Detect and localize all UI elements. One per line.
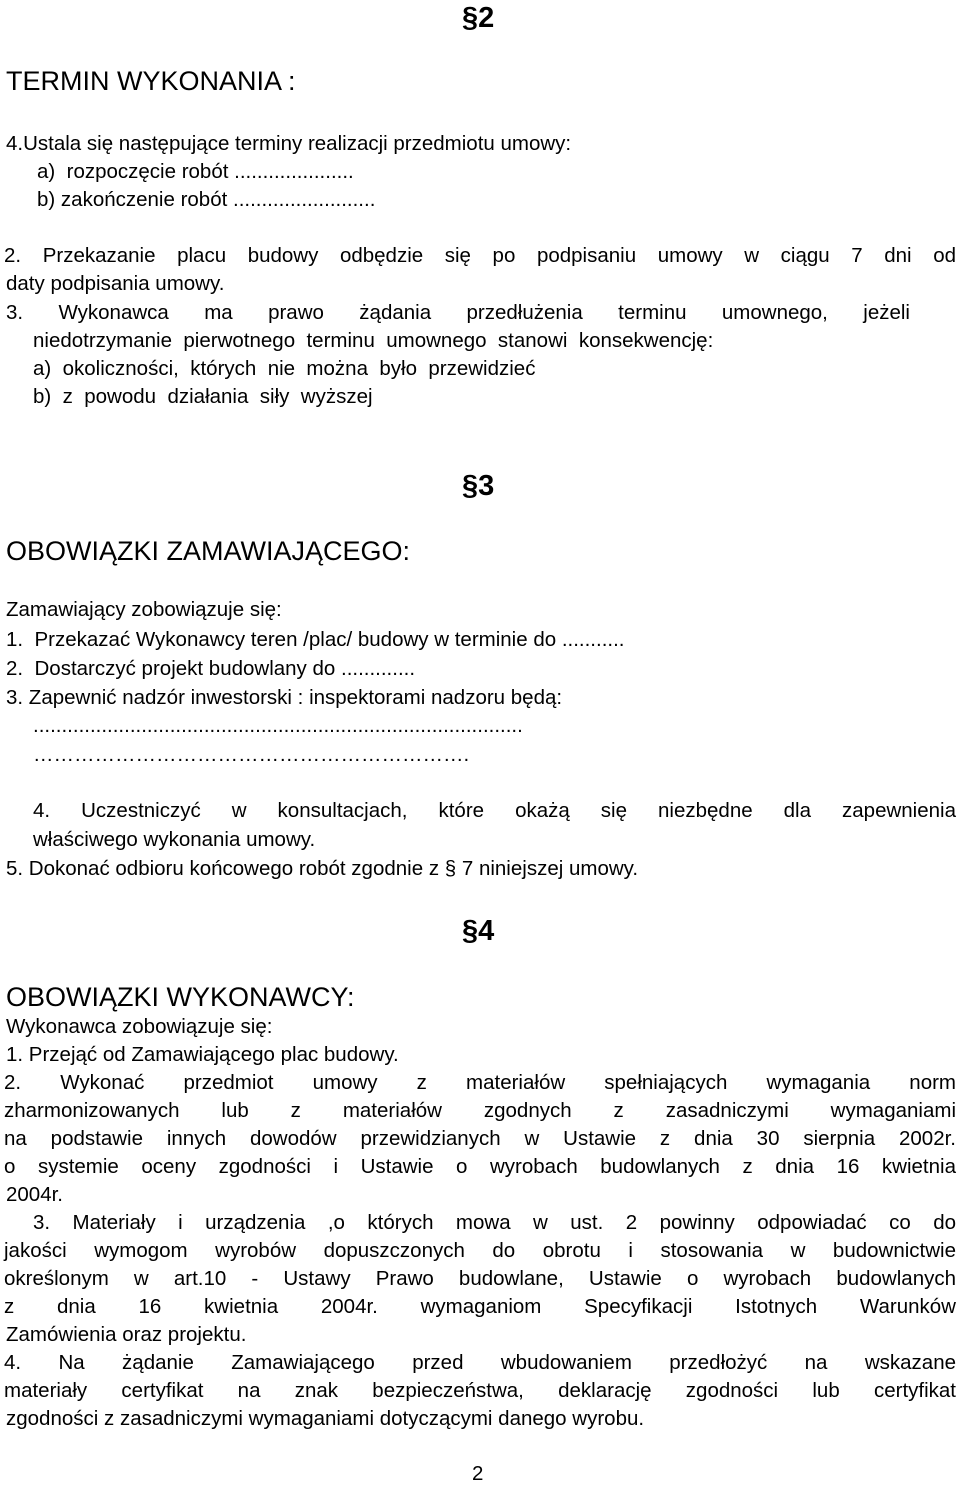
section-4-line: Zamówienia oraz projektu. bbox=[6, 1323, 247, 1346]
section-2-line: 2. Przekazanie placu budowy odbędzie się po podpisaniu umowy w ciągu 7 dni od bbox=[4, 244, 956, 267]
section-4-line: określonym w art.10 - Ustawy Prawo budowlane, Ustawie o wyrobach budowlanych bbox=[4, 1267, 956, 1290]
section-4-line: 2004r. bbox=[6, 1183, 63, 1206]
section-3-line: właściwego wykonania umowy. bbox=[33, 828, 316, 851]
section-4-mark: §4 bbox=[462, 915, 495, 947]
section-4-line: zharmonizowanych lub z materiałów zgodnych z zasadniczymi wymaganiami bbox=[4, 1099, 956, 1122]
section-3-line: ………………………………………………………. bbox=[33, 743, 470, 766]
section-4-line: zgodności z zasadniczymi wymaganiami dotyczącymi danego wyrobu. bbox=[6, 1407, 645, 1430]
section-3-line: 5. Dokonać odbioru końcowego robót zgodnie z § 7 niniejszej umowy. bbox=[6, 857, 639, 880]
section-4-line: 1. Przejąć od Zamawiającego plac budowy. bbox=[6, 1043, 399, 1066]
section-2-line: b) zakończenie robót ......................... bbox=[37, 188, 376, 211]
section-4-line: 4. Na żądanie Zamawiającego przed wbudowaniem przedłożyć na wskazane bbox=[4, 1351, 956, 1374]
section-3-mark: §3 bbox=[462, 470, 495, 502]
section-2-mark: §2 bbox=[462, 2, 495, 34]
section-4-line: Wykonawca zobowiązuje się: bbox=[6, 1015, 273, 1038]
section-2-line: daty podpisania umowy. bbox=[6, 272, 225, 295]
section-4-line: materiały certyfikat na znak bezpieczeństwa, deklarację zgodności lub certyfikat bbox=[4, 1379, 956, 1402]
section-2-line: b) z powodu działania siły wyższej bbox=[33, 385, 373, 408]
section-2-line: niedotrzymanie pierwotnego terminu umownego stanowi konsekwencję: bbox=[33, 329, 714, 352]
section-2-line: 3. Wykonawca ma prawo żądania przedłużenia terminu umownego, jeżeli bbox=[6, 301, 910, 324]
section-2-line: a) okoliczności, których nie można było przewidzieć bbox=[33, 357, 536, 380]
page-number: 2 bbox=[472, 1462, 484, 1485]
section-4-line: na podstawie innych dowodów przewidzianych w Ustawie z dnia 30 sierpnia 2002r. bbox=[4, 1127, 956, 1150]
section-4-line: 2. Wykonać przedmiot umowy z materiałów spełniających wymagania norm bbox=[4, 1071, 956, 1094]
section-3-line: 3. Zapewnić nadzór inwestorski : inspektorami nadzoru będą: bbox=[6, 686, 563, 709]
section-4-line: 3. Materiały i urządzenia ,o których mowa w ust. 2 powinny odpowiadać co do bbox=[33, 1211, 956, 1234]
section-3-line: ...................................................................................... bbox=[33, 714, 523, 737]
section-2-line: a) rozpoczęcie robót ..................... bbox=[37, 160, 354, 183]
section-4-line: o systemie oceny zgodności i Ustawie o wyrobach budowlanych z dnia 16 kwietnia bbox=[4, 1155, 956, 1178]
section-3-line: 4. Uczestniczyć w konsultacjach, które okażą się niezbędne dla zapewnienia bbox=[33, 799, 956, 822]
section-4-line: jakości wymogom wyrobów dopuszczonych do obrotu i stosowania w budownictwie bbox=[4, 1239, 956, 1262]
section-3-line: 2. Dostarczyć projekt budowlany do ............. bbox=[6, 657, 416, 680]
section-3-line: 1. Przekazać Wykonawcy teren /plac/ budowy w terminie do ........... bbox=[6, 628, 625, 651]
section-2-heading: TERMIN WYKONANIA : bbox=[6, 66, 296, 96]
section-4-heading: OBOWIĄZKI WYKONAWCY: bbox=[6, 982, 355, 1012]
section-3-line: Zamawiający zobowiązuje się: bbox=[6, 598, 282, 621]
section-4-line: z dnia 16 kwietnia 2004r. wymaganiom Specyfikacji Istotnych Warunków bbox=[4, 1295, 956, 1318]
section-2-line: 4.Ustala się następujące terminy realizacji przedmiotu umowy: bbox=[6, 132, 572, 155]
section-3-heading: OBOWIĄZKI ZAMAWIAJĄCEGO: bbox=[6, 536, 411, 566]
